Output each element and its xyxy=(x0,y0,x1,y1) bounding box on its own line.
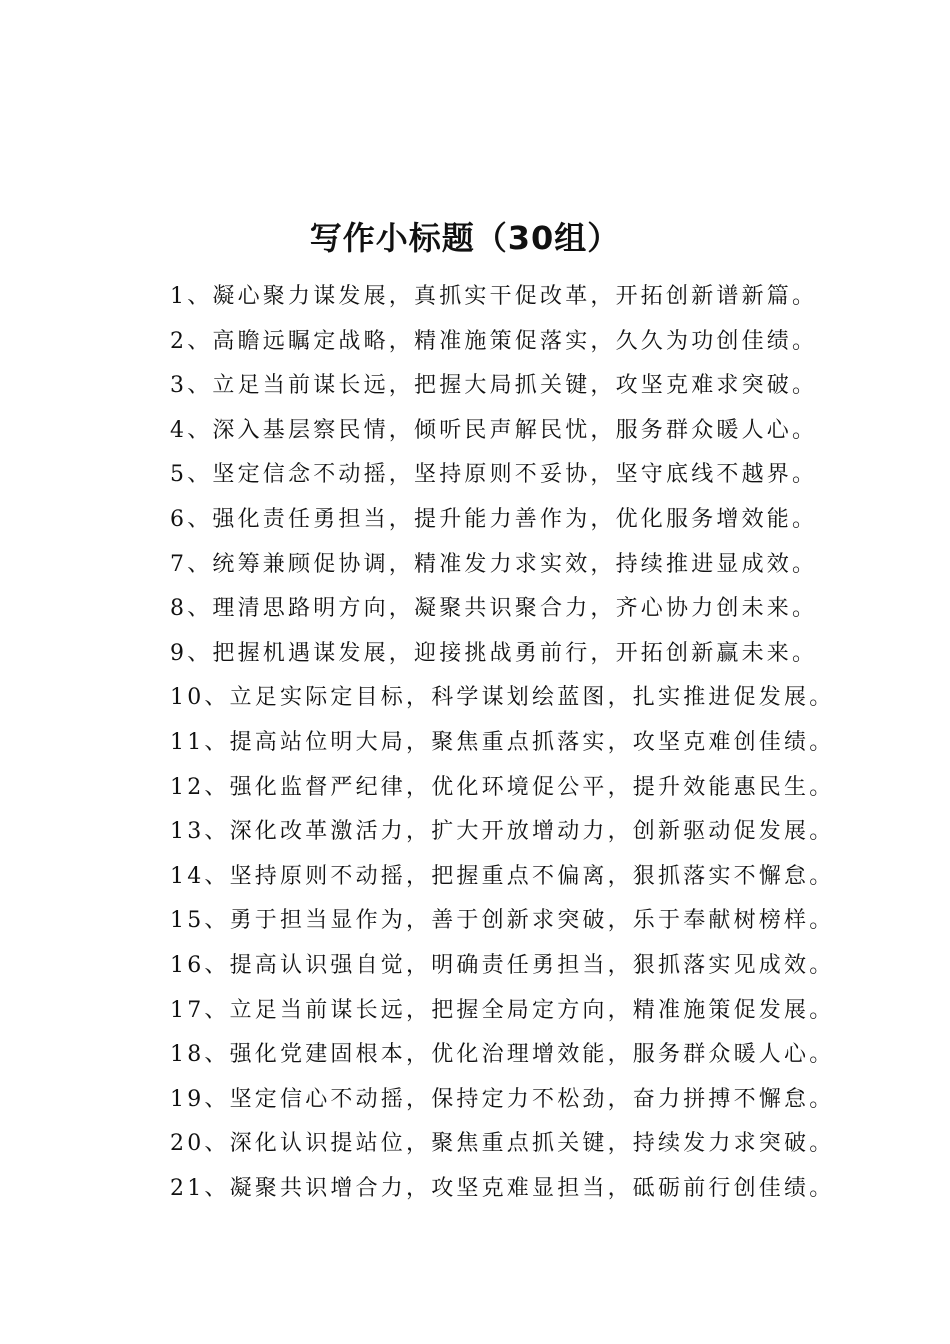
list-item: 10、立足实际定目标，科学谋划绘蓝图，扎实推进促发展。 xyxy=(170,685,835,711)
list-item: 13、深化改革激活力，扩大开放增动力，创新驱动促发展。 xyxy=(170,819,835,845)
list-item: 20、深化认识提站位，聚焦重点抓关键，持续发力求突破。 xyxy=(170,1131,835,1157)
page-title: 写作小标题（30组） xyxy=(309,219,621,257)
list-item: 21、凝聚共识增合力，攻坚克难显担当，砥砺前行创佳绩。 xyxy=(170,1175,835,1201)
list-item: 16、提高认识强自觉，明确责任勇担当，狠抓落实见成效。 xyxy=(170,952,835,978)
list-item: 4、深入基层察民情，倾听民声解民忧，服务群众暖人心。 xyxy=(170,417,818,443)
list-item: 18、强化党建固根本，优化治理增效能，服务群众暖人心。 xyxy=(170,1042,835,1068)
list-item: 1、凝心聚力谋发展，真抓实干促改革，开拓创新谱新篇。 xyxy=(170,284,818,309)
list-item: 17、立足当前谋长远，把握全局定方向，精准施策促发展。 xyxy=(170,997,835,1023)
list-item: 3、立足当前谋长远，把握大局抓关键，攻坚克难求突破。 xyxy=(170,373,818,399)
list-item: 2、高瞻远瞩定战略，精准施策促落实，久久为功创佳绩。 xyxy=(170,328,818,354)
list-item: 11、提高站位明大局，聚焦重点抓落实，攻坚克难创佳绩。 xyxy=(170,729,835,755)
list-item: 19、坚定信心不动摇，保持定力不松劲，奋力拼搏不懈怠。 xyxy=(170,1086,835,1112)
list-item: 7、统筹兼顾促协调，精准发力求实效，持续推进显成效。 xyxy=(170,551,818,577)
list-item: 9、把握机遇谋发展，迎接挑战勇前行，开拓创新赢未来。 xyxy=(170,640,818,666)
list-item: 6、强化责任勇担当，提升能力善作为，优化服务增效能。 xyxy=(170,506,818,532)
list-item: 12、强化监督严纪律，优化环境促公平，提升效能惠民生。 xyxy=(170,774,835,800)
list-item: 8、理清思路明方向，凝聚共识聚合力，齐心协力创未来。 xyxy=(170,596,818,622)
heading-list xyxy=(170,280,940,1216)
list-item: 5、坚定信念不动摇，坚持原则不妥协，坚守底线不越界。 xyxy=(170,462,818,488)
list-item: 14、坚持原则不动摇，把握重点不偏离，狠抓落实不懈怠。 xyxy=(170,863,835,889)
list-item: 15、勇于担当显作为，善于创新求突破，乐于奉献树榜样。 xyxy=(170,908,835,934)
